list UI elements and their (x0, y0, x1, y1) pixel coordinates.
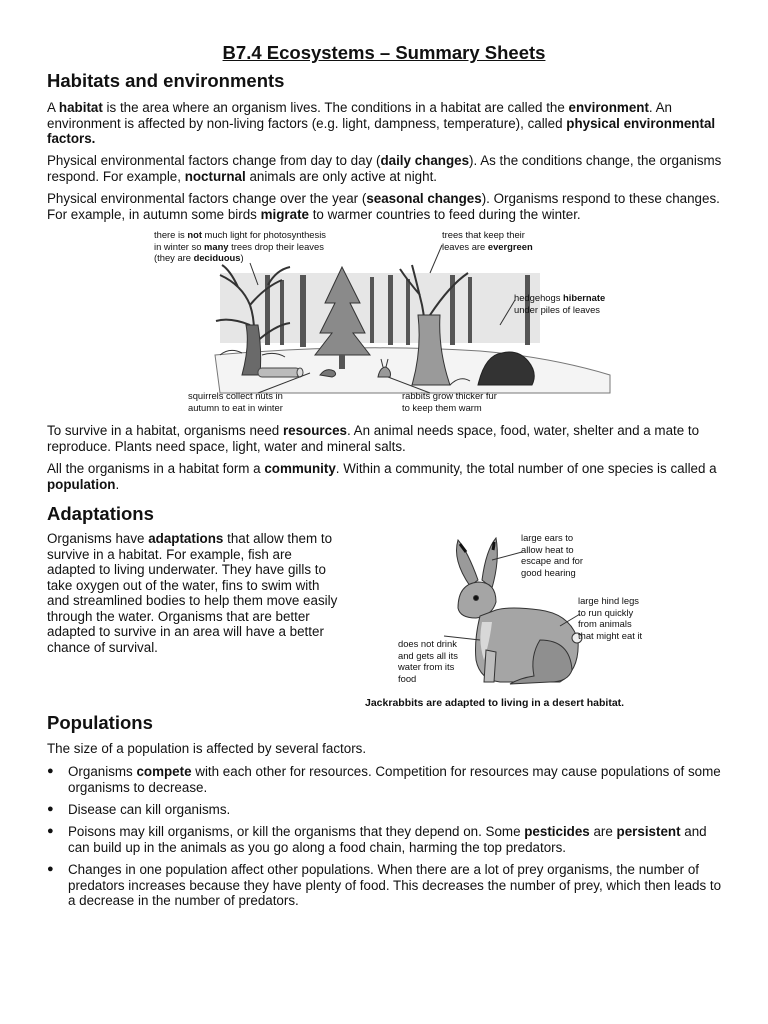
jackrabbit-caption: Jackrabbits are adapted to living in a desert habitat. (365, 697, 625, 709)
text-run: allow heat to (521, 543, 574, 555)
text-run: under piles of leaves (514, 303, 600, 315)
habitat-paragraph-4 (47, 423, 727, 454)
bullet-icon: ● (47, 863, 54, 875)
bold-term: many (204, 240, 229, 252)
text-run: trees that keep their (442, 229, 525, 240)
label-evergreen (442, 229, 533, 252)
text-run: water from its (398, 661, 455, 672)
populations-intro: The size of a population is affected by several factors. (47, 741, 367, 756)
text-run: chance of survival. (47, 639, 158, 655)
bold-term: persistent (616, 824, 681, 839)
text-run: . An animal needs space, food, water, shelter and a mate to reproduce. Plants need space, light, water and mineral salts. (47, 423, 700, 454)
bold-term: population (47, 476, 116, 492)
bold-term: compete (136, 764, 192, 779)
label-deciduous (154, 229, 326, 264)
text-run: through the water. Organisms that are better (47, 608, 310, 624)
text-run: survive in a habitat. For example, fish are (47, 546, 292, 562)
text-run: in winter so (154, 240, 205, 252)
bullet-item-compete (47, 764, 727, 795)
text-run: . Within a community, the total number of one species is called a (335, 461, 717, 476)
label-hind-legs (578, 595, 642, 641)
section-heading-adaptations: Adaptations (47, 503, 154, 524)
bold-term: nocturnal (184, 168, 246, 184)
bullet-item-predators (47, 862, 727, 909)
text-run: leaves are (442, 240, 488, 252)
bold-term: habitat (58, 100, 103, 115)
text-run: ). Organisms respond to these changes. For example, in autumn some birds (47, 191, 720, 222)
text-run: Organisms have (47, 531, 149, 546)
text-run: large ears to (521, 532, 574, 543)
bold-term: hibernate (563, 292, 606, 303)
label-rabbits (402, 390, 497, 413)
text-run: Physical environmental factors change over the year ( (47, 191, 367, 206)
text-run: Organisms (68, 764, 137, 779)
bold-term: physical environmental factors. (47, 115, 716, 146)
bold-term: pesticides (524, 824, 590, 839)
label-does-not-drink (398, 638, 458, 684)
text-run: animals are only active at night. (245, 168, 438, 184)
bullet-item-disease (47, 802, 727, 818)
text-run: (they are (154, 252, 194, 263)
bullet-item-poisons (47, 824, 727, 855)
text-run: are (589, 824, 617, 839)
label-squirrels (188, 390, 283, 413)
text-run: . (115, 476, 120, 492)
text-run: to warmer countries to feed during the winter. (308, 206, 581, 222)
bold-term: evergreen (487, 240, 533, 252)
bold-term: not (187, 229, 202, 240)
text-run: autumn to eat in winter (188, 401, 283, 413)
text-run: hedgehogs (514, 292, 564, 303)
text-run: that allow them to (223, 531, 333, 546)
text-run: Physical environmental factors change from day to day ( (47, 153, 381, 168)
text-run: does not drink (398, 638, 457, 649)
bullet-icon: ● (47, 803, 54, 815)
text-run: there is (154, 229, 188, 240)
text-run: A (47, 100, 59, 115)
habitat-paragraph-5 (47, 461, 727, 492)
text-run: Disease can kill organisms. (68, 802, 231, 817)
habitat-paragraph-2 (47, 153, 727, 184)
text-run: and streamlined bodies to help them move easily (47, 593, 338, 608)
bullet-text (68, 824, 727, 855)
bold-term: community (264, 461, 336, 476)
bullet-text (68, 862, 727, 909)
text-run: adapted to living underwater. They have gills to (47, 562, 326, 577)
section-heading-habitats: Habitats and environments (47, 70, 285, 91)
bold-term: migrate (260, 206, 309, 222)
bold-term: resources (282, 423, 347, 438)
bold-term: seasonal changes (366, 191, 482, 206)
section-heading-populations: Populations (47, 712, 153, 733)
text-run: Poisons may kill organisms, or kill the organisms that they depend on. Some (68, 824, 525, 839)
bullet-text (68, 764, 727, 795)
text-run: . An environment is affected by non-living factors (e.g. light, dampness, temperature), called (47, 100, 672, 131)
text-run: large hind legs (578, 595, 639, 606)
page-title: B7.4 Ecosystems – Summary Sheets (222, 42, 546, 63)
text-run: to keep them warm (402, 401, 482, 413)
label-hedgehogs (514, 292, 605, 315)
text-run: much light for photosynthesis (201, 229, 326, 240)
bold-term: environment (568, 100, 649, 115)
label-large-ears (521, 532, 583, 578)
text-run: food (398, 672, 417, 684)
text-run: trees drop their leaves (228, 240, 324, 252)
text-run: rabbits grow thicker fur (402, 390, 497, 401)
bold-term: deciduous (193, 252, 241, 263)
habitat-paragraph-1 (47, 100, 727, 147)
text-run: Changes in one population affect other populations. When there are a lot of prey organisms, the number of predators increases because they have plenty of food. This decreases the number of prey, which then leads to a decrease in the number of predators. (68, 862, 722, 908)
text-run: with each other for resources. Competition for resources may cause populations of some organisms to decrease. (68, 764, 721, 795)
bold-term: daily changes (380, 153, 470, 168)
text-run: escape and for (521, 555, 584, 566)
habitat-paragraph-3 (47, 191, 727, 222)
text-run: from animals (578, 618, 632, 629)
text-run: ). As the conditions change, the organisms respond. For example, (47, 153, 722, 184)
text-run: good hearing (521, 566, 576, 578)
text-run: that might eat it (578, 629, 643, 641)
text-run: To survive in a habitat, organisms need (47, 423, 283, 438)
text-run: ) (240, 252, 244, 263)
text-run: to run quickly (578, 606, 634, 618)
bold-term: adaptations (148, 531, 224, 546)
text-run: and can build up in the animals as you go along a food chain, harming the top predators. (68, 824, 707, 855)
adaptations-paragraph (47, 531, 377, 655)
text-run: All the organisms in a habitat form a (47, 461, 265, 476)
text-run: adapted to survive in an area will have a better (47, 624, 324, 639)
bullet-icon: ● (47, 825, 54, 837)
text-run: and gets all its (398, 649, 458, 661)
bullet-text (68, 802, 727, 818)
text-run: is the area where an organism lives. The conditions in a habitat are called the (102, 100, 569, 115)
bullet-icon: ● (47, 765, 54, 777)
text-run: take oxygen out of the water, fins to swim with (47, 577, 320, 593)
text-run: squirrels collect nuts in (188, 390, 283, 401)
